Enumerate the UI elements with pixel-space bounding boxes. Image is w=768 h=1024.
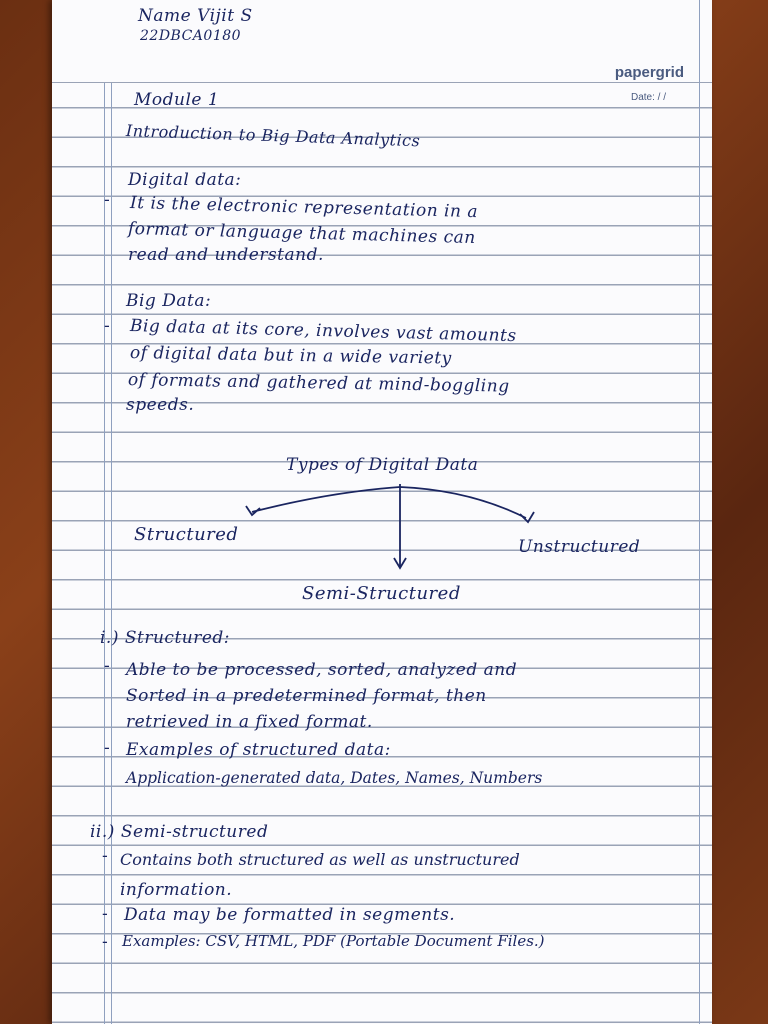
module-title: Module 1 [134, 90, 220, 110]
structured-heading: i.) Structured: [100, 628, 231, 648]
diagram-node-structured: Structured [134, 524, 239, 545]
brand-logo: papergrid [614, 64, 684, 81]
student-name: Name Vijit S [138, 6, 253, 26]
roll-number: 22DBCA0180 [140, 28, 242, 44]
bullet-dash: - [104, 656, 110, 676]
structured-line: Able to be processed, sorted, analyzed and [126, 660, 518, 680]
digital-data-line: It is the electronic representation in a [129, 193, 479, 223]
structured-line: retrieved in a fixed format. [126, 712, 373, 732]
diagram-node-semi-structured: Semi-Structured [302, 583, 461, 604]
structured-line: Application-generated data, Dates, Names, Numbers [126, 769, 543, 787]
structured-line: Examples of structured data: [126, 740, 391, 760]
bullet-dash: - [102, 846, 108, 866]
diagram-arrow-lines [246, 484, 534, 568]
semi-structured-line: Data may be formatted in segments. [124, 905, 456, 925]
bullet-dash: - [104, 316, 110, 336]
big-data-heading: Big Data: [126, 291, 212, 311]
module-subtitle: Introduction to Big Data Analytics [125, 121, 421, 151]
digital-data-heading: Digital data: [128, 170, 242, 190]
diagram-node-unstructured: Unstructured [518, 537, 641, 557]
structured-line: Sorted in a predetermined format, then [126, 686, 487, 706]
diagram-root: Types of Digital Data [286, 455, 479, 475]
semi-structured-line: Contains both structured as well as unstructured [120, 850, 520, 869]
bullet-dash: - [104, 190, 110, 210]
semi-structured-line: information. [120, 880, 233, 900]
big-data-line: Big data at its core, involves vast amounts [129, 316, 517, 347]
big-data-line: of formats and gathered at mind-boggling [127, 370, 510, 397]
digital-data-line: format or language that machines can [127, 219, 476, 249]
digital-data-line: read and understand. [128, 245, 324, 265]
big-data-line: of digital data but in a wide variety [129, 343, 452, 369]
semi-structured-heading: ii.) Semi-structured [90, 822, 269, 842]
big-data-line: speeds. [126, 395, 195, 415]
bullet-dash: - [104, 738, 110, 758]
bullet-dash: - [102, 904, 108, 924]
bullet-dash: - [102, 932, 108, 952]
date-label: Date: / / [630, 92, 666, 103]
semi-structured-line: Examples: CSV, HTML, PDF (Portable Document Files.) [122, 932, 545, 950]
